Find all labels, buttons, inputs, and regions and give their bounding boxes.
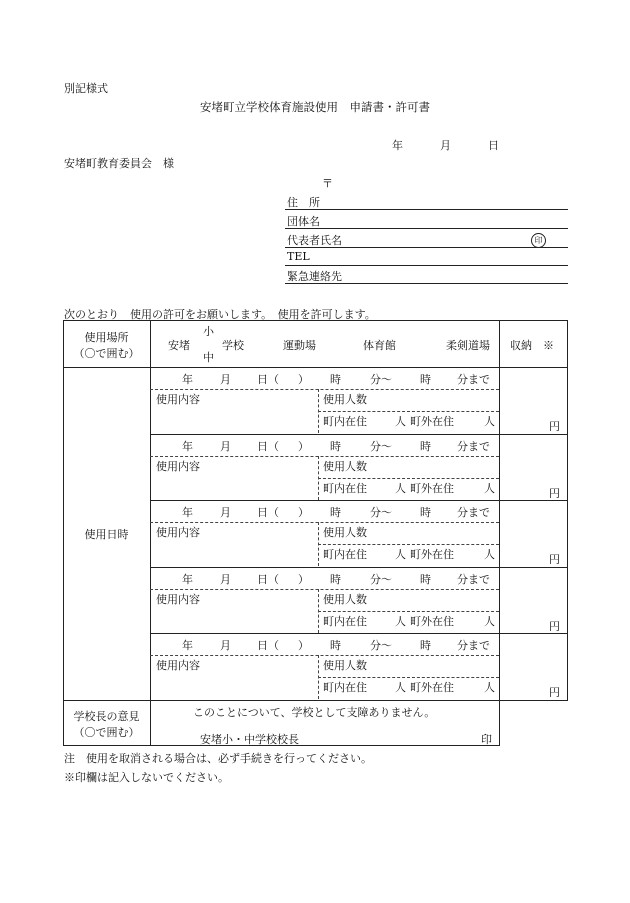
slot-paren-close: ）: [298, 506, 309, 520]
facility-field-option[interactable]: 運動場: [283, 339, 316, 352]
slot-outside-resident-label: 町外在住: [410, 548, 454, 562]
note-seal-field: ※印欄は記入しないでください。: [64, 771, 229, 784]
slot-hour-end[interactable]: 時: [420, 572, 431, 586]
slot-outside-resident-label: 町外在住: [410, 415, 454, 428]
slot-month[interactable]: 月: [220, 506, 231, 520]
postal-mark: 〒: [322, 177, 333, 190]
slot-outside-person-unit: 人: [484, 614, 495, 628]
slot-hour-start[interactable]: 時: [330, 439, 341, 453]
table-right-border: [567, 320, 568, 700]
slot-people-label: 使用人数: [323, 592, 367, 606]
slot-time-divider: [150, 589, 499, 590]
slot-count-divider: [318, 544, 499, 545]
slot-year[interactable]: 年: [182, 639, 193, 653]
slot-month[interactable]: 月: [220, 639, 231, 653]
school-elementary-option[interactable]: 小: [203, 325, 214, 338]
slot-outside-person-unit: 人: [484, 415, 495, 428]
table-header-bottom: [63, 367, 568, 368]
slot-hour-start[interactable]: 時: [330, 506, 341, 520]
representative-label: 代表者氏名: [287, 234, 342, 247]
slot-outside-person-unit: 人: [484, 481, 495, 495]
slot-month[interactable]: 月: [220, 439, 231, 453]
slot-separator: [150, 500, 567, 501]
slot-minute-end[interactable]: 分まで: [457, 506, 490, 520]
slot-town-person-unit: 人: [395, 681, 406, 695]
slot-separator: [150, 434, 567, 435]
slot-people-label: 使用人数: [323, 526, 367, 540]
place-header-note: （〇で囲む）: [73, 347, 140, 360]
slot-count-divider: [318, 677, 499, 678]
slot-outside-person-unit: 人: [484, 548, 495, 562]
principal-header: 学校長の意見: [73, 710, 140, 723]
slot-yen-unit: 円: [549, 619, 560, 633]
slot-time-divider: [150, 655, 499, 656]
slot-hour-start[interactable]: 時: [330, 572, 341, 586]
slot-hour-start[interactable]: 時: [330, 373, 341, 386]
date-year-label: 年: [392, 139, 403, 152]
slot-town-resident-label: 町内在住: [323, 614, 367, 628]
facility-gym-option[interactable]: 体育館: [363, 339, 396, 352]
representative-underline[interactable]: [285, 247, 568, 248]
slot-minute-end[interactable]: 分まで: [457, 639, 490, 653]
principal-statement: このことについて、学校として支障ありません。: [193, 706, 436, 719]
slot-people-label: 使用人数: [323, 659, 367, 673]
place-header: 使用場所: [84, 331, 129, 344]
addressee: 安堵町教育委員会 様: [64, 157, 174, 170]
form-type-label: 別記様式: [64, 82, 108, 95]
slot-minute-start[interactable]: 分〜: [370, 506, 392, 520]
slot-day-open[interactable]: 日（: [257, 572, 279, 586]
slot-town-person-unit: 人: [395, 415, 406, 428]
slot-day-open[interactable]: 日（: [257, 506, 279, 520]
slot-separator: [150, 567, 567, 568]
slot-town-person-unit: 人: [395, 614, 406, 628]
group-underline[interactable]: [285, 228, 568, 229]
slot-town-resident-label: 町内在住: [323, 548, 367, 562]
table-dates-bottom: [63, 700, 568, 701]
slot-month[interactable]: 月: [220, 572, 231, 586]
principal-signer: 安堵小・中学校校長: [200, 733, 299, 746]
slot-content-label: 使用内容: [156, 592, 200, 606]
table-col-divider: [150, 320, 151, 745]
slot-day-open[interactable]: 日（: [257, 639, 279, 653]
slot-town-resident-label: 町内在住: [323, 415, 367, 428]
slot-paren-close: ）: [298, 572, 309, 586]
principal-header-note: （〇で囲む）: [73, 726, 140, 739]
date-section-label: 使用日時: [84, 528, 129, 541]
slot-count-divider: [318, 478, 499, 479]
slot-yen-unit: 円: [549, 486, 560, 500]
tel-underline[interactable]: [285, 265, 568, 266]
slot-year[interactable]: 年: [182, 506, 193, 520]
slot-content-label: 使用内容: [156, 459, 200, 473]
slot-count-divider: [318, 411, 499, 412]
slot-hour-end[interactable]: 時: [420, 639, 431, 653]
emergency-contact-label: 緊急連絡先: [287, 270, 342, 283]
request-line: 次のとおり 使用の許可をお願いします。 使用を許可します。: [64, 308, 376, 321]
slot-year[interactable]: 年: [182, 572, 193, 586]
school-suffix: 学校: [222, 339, 244, 352]
school-junior-option[interactable]: 中: [203, 351, 214, 364]
slot-yen-unit: 円: [549, 553, 560, 567]
slot-content-label: 使用内容: [156, 659, 200, 673]
seal-mark: 印: [531, 233, 546, 248]
slot-time-divider: [150, 522, 499, 523]
slot-minute-end[interactable]: 分まで: [457, 439, 490, 453]
date-day-label: 日: [488, 139, 499, 152]
slot-day-open[interactable]: 日（: [257, 373, 279, 386]
slot-count-divider: [318, 611, 499, 612]
slot-people-label: 使用人数: [323, 459, 367, 473]
slot-outside-resident-label: 町外在住: [410, 481, 454, 495]
group-label: 団体名: [287, 215, 320, 228]
address-underline[interactable]: [285, 209, 568, 210]
principal-seal: 印: [481, 733, 492, 746]
receipt-header: 収納 ※: [510, 339, 554, 352]
slot-minute-end[interactable]: 分まで: [457, 373, 490, 386]
slot-town-person-unit: 人: [395, 481, 406, 495]
facility-judo-option[interactable]: 柔剣道場: [446, 339, 490, 352]
slot-people-label: 使用人数: [323, 393, 367, 406]
slot-paren-close: ）: [298, 639, 309, 653]
slot-hour-start[interactable]: 時: [330, 639, 341, 653]
slot-time-divider: [150, 389, 499, 390]
emergency-contact-underline[interactable]: [285, 283, 568, 284]
date-month-label: 月: [440, 139, 451, 152]
slot-minute-start[interactable]: 分〜: [370, 373, 392, 386]
table-receipt-divider: [499, 320, 500, 745]
slot-paren-close: ）: [298, 439, 309, 453]
slot-minute-start[interactable]: 分〜: [370, 572, 392, 586]
slot-outside-person-unit: 人: [484, 681, 495, 695]
slot-year[interactable]: 年: [182, 439, 193, 453]
page-title: 安堵町立学校体育施設使用 申請書・許可書: [200, 100, 430, 114]
slot-year[interactable]: 年: [182, 373, 193, 386]
slot-month[interactable]: 月: [220, 373, 231, 386]
slot-separator: [150, 633, 567, 634]
slot-paren-close: ）: [298, 373, 309, 386]
slot-hour-end[interactable]: 時: [420, 373, 431, 386]
slot-yen-unit: 円: [549, 686, 560, 700]
tel-label: TEL: [287, 250, 310, 263]
slot-hour-end[interactable]: 時: [420, 439, 431, 453]
slot-minute-end[interactable]: 分まで: [457, 572, 490, 586]
address-label: 住 所: [287, 196, 320, 209]
table-top-border: [63, 320, 568, 321]
slot-time-divider: [150, 456, 499, 457]
slot-hour-end[interactable]: 時: [420, 506, 431, 520]
slot-town-resident-label: 町内在住: [323, 681, 367, 695]
slot-content-label: 使用内容: [156, 393, 200, 406]
slot-content-label: 使用内容: [156, 526, 200, 540]
slot-town-resident-label: 町内在住: [323, 481, 367, 495]
slot-day-open[interactable]: 日（: [257, 439, 279, 453]
slot-outside-resident-label: 町外在住: [410, 681, 454, 695]
school-prefix: 安堵: [168, 339, 190, 352]
slot-yen-unit: 円: [549, 420, 560, 433]
note-cancel: 注 使用を取消される場合は、必ず手続きを行ってください。: [64, 752, 372, 765]
slot-minute-start[interactable]: 分〜: [370, 439, 392, 453]
slot-minute-start[interactable]: 分〜: [370, 639, 392, 653]
slot-outside-resident-label: 町外在住: [410, 614, 454, 628]
slot-town-person-unit: 人: [395, 548, 406, 562]
